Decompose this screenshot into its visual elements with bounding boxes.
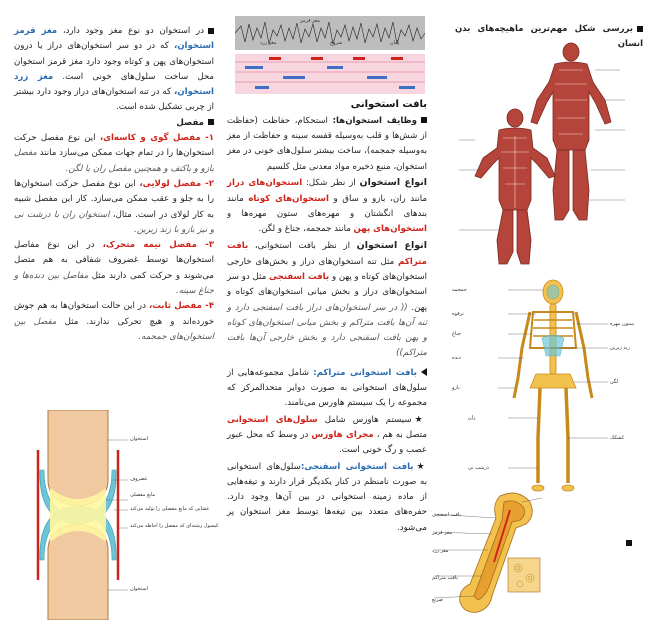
joint-label: کپسول رشته‌ای که مفصل را احاطه می‌کند bbox=[130, 523, 219, 529]
joint-illustration bbox=[28, 410, 128, 620]
bone-label: ضریع bbox=[432, 597, 444, 603]
functions-text: استحکام، حفاظت (حفاظت از شش‌ها و قلب به‌وسیله قفسه سینه و حفاظت از مغز به‌وسیله جمجمه)، ساخت بیشتر سلول‌های خونی در مغز استخوان، منبع ذخیره مواد معدنی مثل کلسیم bbox=[227, 115, 427, 172]
yellow-marrow-text: که در تنه استخوان‌های دراز وجود دارد بیشتر از چربی تشکیل شده است. bbox=[14, 87, 214, 113]
bone-types-tissue-title: انواع استخوان bbox=[356, 239, 428, 251]
haversian-mid: متصل به هم ، bbox=[376, 429, 427, 440]
bone-label: بافت متراکم bbox=[432, 575, 458, 581]
joint-1-label: ۱- مفصل گوی و کاسه‌ای، bbox=[99, 133, 214, 144]
bullet-square-icon bbox=[637, 26, 643, 32]
compact-tissue-text: مثل تنه استخوان‌های دراز و بخش‌های خارجی استخوان‌های کوتاه و پهن و bbox=[227, 256, 428, 282]
spongy-tissue-title: بافت استخوانی اسفنجی: bbox=[300, 461, 414, 472]
bone-marrow-strip-illustration bbox=[235, 16, 425, 96]
parenthetical-note: (( در سر استخوان‌های دراز بافت اسفنجی دارد و تنه آن‌ها بافت متراکم و بخش میانی استخوان‌های کوتاه و پهن بافت اسفنجی دارد و بخش خارجی آن‌ها بافت متراکم)) bbox=[227, 302, 427, 359]
joint-1-example: مفصل بازو و باکتف و همچنین مفصل ران با لگن. bbox=[14, 148, 214, 174]
spongy-tissue-text: مثل دو سر استخوان‌های دراز و بخش میانی استخوان‌های کوتاه و پهن. bbox=[227, 271, 428, 313]
joint-label: غضروف bbox=[130, 476, 148, 482]
joint-3-text: در این نوع مفاصل استخوان‌ها توسط غضروف شفافی به هم متصل می‌شوند و حرکت کمی دارند مثل bbox=[14, 240, 214, 281]
short-bones-text: مانند بندهای انگشتان و مهره‌های ستون مهره‌ها و bbox=[227, 193, 427, 220]
strip-label: پایان bbox=[390, 40, 400, 46]
joint-1-text: این نوع مفصل حرکت استخوان‌ها را در تمام جهات ممکن می‌سازد مانند bbox=[14, 133, 214, 159]
haversian-lead: سیستم هاورس شامل bbox=[324, 414, 412, 425]
short-bones-term: استخوان‌های کوتاه bbox=[248, 193, 329, 204]
red-marrow-text: که در دو سر استخوان‌های دراز یا درون استخوان‌های پهن و کوتاه وجود دارد مغز قرمز استخوان محل ساخت سلول‌های خونی است. bbox=[14, 41, 214, 82]
joint-4-label: ۴- مفصل ثابت، bbox=[148, 301, 214, 312]
joints-title: مفصل bbox=[176, 117, 204, 128]
section-title: بافت استخوانی bbox=[350, 99, 427, 110]
joint-label: مایع مفصلی bbox=[130, 492, 156, 498]
marrow-intro: در استخوان دو نوع مغز وجود دارد، bbox=[62, 26, 204, 36]
star-icon: ★ bbox=[414, 414, 428, 425]
haversian-text: در وسط که محل عبور عصب و رگ خونی است. bbox=[227, 429, 427, 456]
joint-3-example: مفاصل بین دنده‌ها و جناغ سینه. bbox=[14, 270, 214, 297]
skeleton-label: جناغ bbox=[452, 331, 462, 337]
haversian-canal-term: مجرای هاورس bbox=[311, 429, 374, 440]
left-column bbox=[14, 24, 214, 345]
skeleton-label: جمجمه bbox=[452, 287, 467, 293]
compact-tissue-title: بافت استخوانی متراکم: bbox=[313, 367, 418, 378]
skeleton-label: کشکک bbox=[610, 435, 625, 441]
skeleton-label: ستون مهره bbox=[610, 321, 634, 327]
red-marrow-term: مغز قرمز استخوان، bbox=[14, 26, 214, 52]
yellow-marrow-term: مغز زرد استخوان، bbox=[14, 71, 215, 98]
middle-column bbox=[227, 96, 427, 536]
bullet-square-icon bbox=[208, 119, 214, 125]
long-bones-term: استخوان‌های دراز bbox=[227, 177, 303, 188]
bone-types-shape-lead: از نظر شکل: bbox=[305, 177, 356, 188]
bone-label: بافت اسفنجی bbox=[432, 512, 461, 518]
skeleton-label: ترقوه bbox=[452, 311, 464, 317]
compact-tissue-term: بافت متراکم bbox=[227, 240, 427, 267]
skeleton-label: لگن bbox=[610, 379, 619, 385]
joint-label: غشایی که مایع مفصلی را تولید می‌کند bbox=[130, 506, 210, 512]
spongy-tissue-term: بافت اسفنجی bbox=[268, 271, 330, 282]
skeleton-illustration bbox=[488, 278, 618, 498]
bone-label: مغز قرمز bbox=[432, 530, 453, 536]
joint-label: استخوان bbox=[130, 436, 148, 442]
skeleton-label: زند زبرین bbox=[610, 345, 630, 351]
bullet-square-icon bbox=[421, 117, 427, 123]
bullet-square-icon bbox=[208, 28, 214, 34]
functions-title: وظایف استخوان‌ها: bbox=[332, 115, 417, 126]
skeleton-label: ران bbox=[468, 415, 476, 421]
strip-label: مغز قرمز bbox=[300, 18, 321, 24]
flat-bones-term: استخوان‌های پهن bbox=[353, 224, 427, 235]
skeleton-label: بازو bbox=[452, 385, 460, 391]
strip-label: مغز زرد bbox=[260, 40, 277, 46]
bone-label: مغز زرد bbox=[432, 548, 449, 554]
bullet-triangle-icon bbox=[421, 368, 427, 376]
joint-3-label: ۳- مفصل نیمه متحرک، bbox=[102, 240, 214, 251]
joint-4-text: در این حالت استخوان‌ها به هم جوش خورده‌اند و هیچ تحرکی ندارند. مثل bbox=[14, 301, 215, 327]
compact-tissue-description: شامل مجموعه‌هایی از سلول‌های استخوانی به صورت دوایر متحدالمرکز که مجموعه را یک سیستم هاورس می‌نامند. bbox=[227, 367, 427, 409]
bone-types-tissue-lead: از نظر بافت استخوانی، bbox=[254, 240, 350, 251]
muscles-heading: بررسی شکل مهم‌ترین ماهیچه‌های بدن انسان bbox=[455, 24, 643, 50]
joint-2-example: استخوان ران با درشت نی و نیز بازو با زند زیرین. bbox=[14, 209, 214, 235]
joint-4-example: مفصل بین استخوان‌های جمجمه. bbox=[14, 316, 214, 342]
joint-2-label: ۲- مفصل لولایی، bbox=[139, 178, 214, 189]
joint-2-text: این نوع مفصل حرکت استخوان‌ها را به جلو و عقب ممکن می‌سازد. کار این مفصل شبیه به کار لولای در است. مثال، bbox=[14, 178, 215, 220]
bone-types-shape-title: انواع استخوان bbox=[359, 176, 428, 188]
bullet-square-icon bbox=[626, 540, 632, 546]
joint-label: استخوان bbox=[130, 586, 148, 592]
haversian-cells-term: سلول‌های استخوانی bbox=[227, 414, 318, 425]
star-icon: ★ bbox=[416, 461, 427, 472]
skeleton-label: درشت نی bbox=[468, 465, 489, 471]
muscle-figures-illustration bbox=[455, 40, 643, 275]
strip-label: شروع bbox=[330, 40, 343, 46]
spongy-tissue-description: سلول‌های استخوانی به صورت نامنظم در کنار یکدیگر قرار دارند و تیغه‌هایی از ماده زمینه استخوانی در بین آن‌ها وجود دارد. حفره‌های متعدد بین تیغه‌ها توسط مغز استخوان پر می‌شود. bbox=[227, 461, 427, 533]
skeleton-label: دنده bbox=[452, 355, 461, 361]
long-bones-text: مانند ران، بازو و ساق و bbox=[333, 193, 427, 204]
flat-bones-text: مانند جمجمه، جناغ و لگن. bbox=[258, 224, 351, 235]
